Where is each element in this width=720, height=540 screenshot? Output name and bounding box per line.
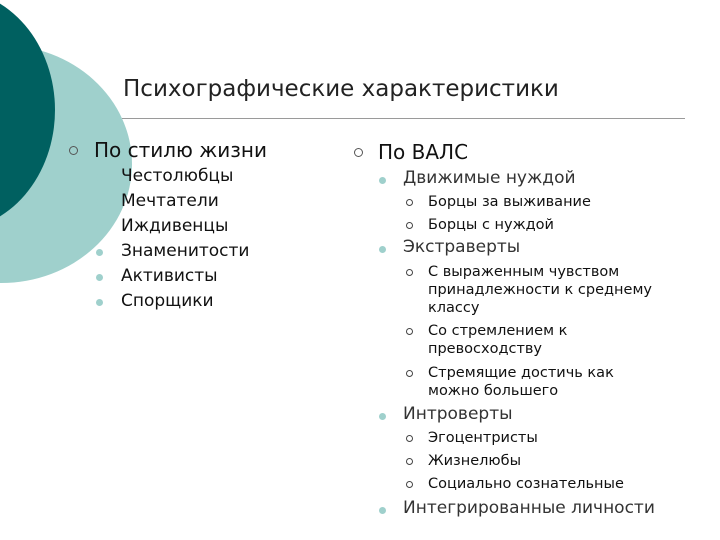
vals-group-label: Интегрированные личности bbox=[403, 498, 655, 518]
bullet-dot-icon bbox=[96, 274, 103, 281]
vals-item: Борцы за выживание bbox=[428, 194, 591, 210]
title-divider bbox=[122, 118, 685, 119]
vals-group-label: Интроверты bbox=[403, 404, 513, 424]
bullet-dot-icon bbox=[96, 249, 103, 256]
vals-item: С выраженным чувством принадлежности к среднему классу bbox=[428, 264, 652, 316]
bullet-dot-icon bbox=[379, 507, 386, 514]
lifestyle-item: Мечтатели bbox=[121, 191, 219, 211]
vals-item: Стремящие достичь как можно большего bbox=[428, 365, 614, 399]
bullet-ring-icon bbox=[69, 146, 78, 155]
vals-group-label: Экстраверты bbox=[403, 237, 521, 257]
bullet-dot-icon bbox=[379, 177, 386, 184]
vals-item: Со стремлением к превосходству bbox=[428, 323, 568, 357]
bullet-dot-icon bbox=[96, 199, 103, 206]
lifestyle-item: Честолюбцы bbox=[121, 166, 234, 186]
bullet-dot-icon bbox=[96, 224, 103, 231]
bullet-dot-icon bbox=[96, 299, 103, 306]
vals-item: Эгоцентристы bbox=[428, 430, 538, 446]
bullet-small-ring-icon bbox=[406, 199, 413, 206]
bullet-ring-icon bbox=[354, 148, 363, 157]
bullet-dot-icon bbox=[379, 246, 386, 253]
lifestyle-item: Активисты bbox=[121, 266, 218, 286]
left-heading: По стилю жизни bbox=[94, 138, 267, 162]
bullet-dot-icon bbox=[96, 174, 103, 181]
vals-item: Борцы с нуждой bbox=[428, 217, 554, 233]
bullet-small-ring-icon bbox=[406, 269, 413, 276]
bullet-small-ring-icon bbox=[406, 435, 413, 442]
lifestyle-item: Иждивенцы bbox=[121, 216, 229, 236]
bullet-small-ring-icon bbox=[406, 328, 413, 335]
bullet-small-ring-icon bbox=[406, 370, 413, 377]
right-heading: По ВАЛС bbox=[378, 140, 469, 164]
bullet-small-ring-icon bbox=[406, 481, 413, 488]
slide-title: Психографические характеристики bbox=[123, 76, 559, 102]
vals-item: Социально сознательные bbox=[428, 476, 624, 492]
lifestyle-item: Спорщики bbox=[121, 291, 214, 311]
bullet-small-ring-icon bbox=[406, 222, 413, 229]
bullet-dot-icon bbox=[379, 413, 386, 420]
lifestyle-item: Знаменитости bbox=[121, 241, 250, 261]
vals-item: Жизнелюбы bbox=[428, 453, 522, 469]
bullet-small-ring-icon bbox=[406, 458, 413, 465]
vals-group-label: Движимые нуждой bbox=[403, 168, 576, 188]
